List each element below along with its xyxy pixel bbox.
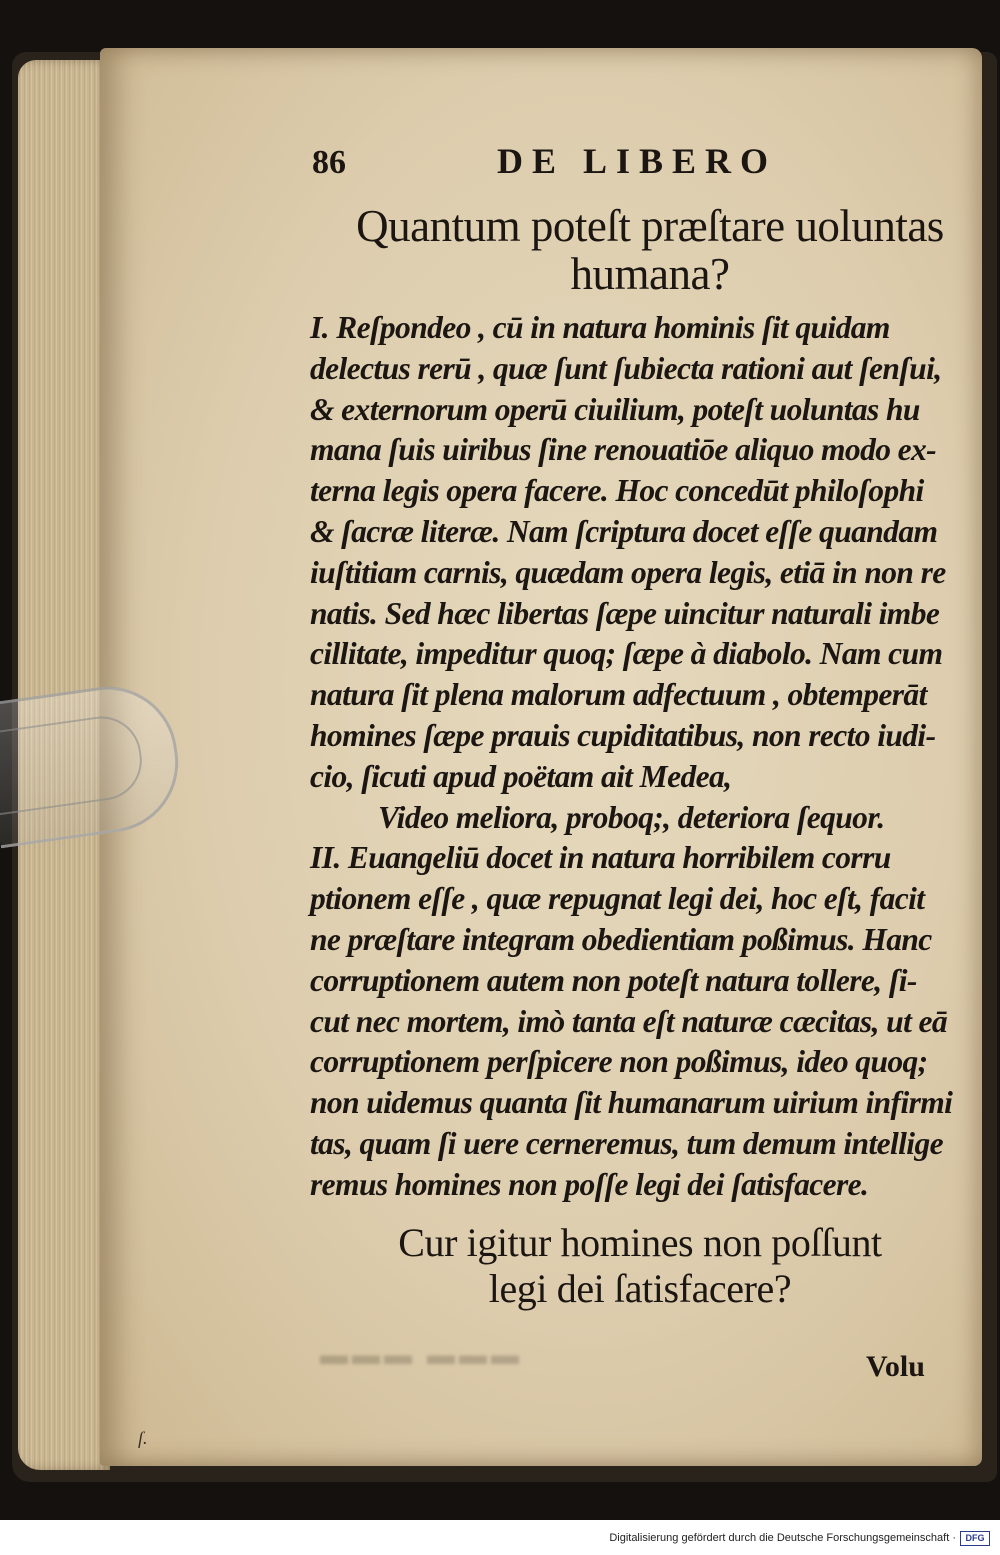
section-heading <box>310 202 970 298</box>
page-clip-inner <box>0 711 147 815</box>
section-heading-2 <box>310 1220 970 1312</box>
heading-line: Cur igitur homines non poſſunt <box>398 1219 882 1265</box>
dfg-logo-icon: DFG <box>960 1531 990 1546</box>
text-line: & externorum operū ciuilium, poteſt uoluntas hu <box>310 391 920 427</box>
text-line: tas, quam ſi uere cerneremus, tum demum intellige <box>310 1125 943 1161</box>
funding-credit: Digitalisierung gefördert durch die Deutsche Forschungsgemeinschaft · <box>609 1532 956 1544</box>
text-line: natura ſit plena malorum adfectuum , obtemperāt <box>310 677 927 713</box>
text-line: non uidemus quanta ſit humanarum uirium infirmi <box>310 1085 953 1121</box>
offset-smudge: ▬▬▬ ▬▬▬ <box>320 1340 523 1371</box>
text-line: corruptionem autem non poteſt natura tollere, ſi- <box>310 962 917 998</box>
text-line: cut nec mortem, imò tanta eſt naturæ cæcitas, ut eā <box>310 1003 948 1039</box>
text-line: homines ſæpe prauis cupiditatibus, non recto iudi- <box>310 717 936 753</box>
heading-line: Quantum poteſt præſtare uoluntas <box>356 201 944 251</box>
page-header <box>310 140 970 200</box>
running-head: DE LIBERO <box>497 141 778 181</box>
text-line: remus homines non poſſe legi dei ſatisfacere. <box>310 1166 869 1202</box>
text-line: cio, ſicuti apud poëtam ait Medea, <box>310 758 732 794</box>
folio-number: 86 <box>312 144 346 181</box>
signature-mark: ſ. <box>138 1428 148 1448</box>
verse-line: Video meliora, proboq;, deteriora ſequor. <box>378 799 885 835</box>
text-line: mana ſuis uiribus ſine renouatiōe aliquo modo ex- <box>310 432 937 468</box>
text-line: ptionem eſſe , quæ repugnat legi dei, hoc eſt, facit <box>310 881 925 917</box>
heading-line: legi dei ſatisfacere? <box>488 1265 792 1311</box>
text-line: ne præſtare integram obedientiam poßimus. Hanc <box>310 921 932 957</box>
text-line: terna legis opera facere. Hoc concedūt philoſophi <box>310 473 924 509</box>
text-line: cillitate, impeditur quoq; ſæpe à diabolo. Nam cum <box>310 636 943 672</box>
text-line: iuſtitiam carnis, quædam opera legis, etiā in non re <box>310 554 946 590</box>
heading-line: humana? <box>570 249 730 299</box>
page-text <box>310 140 970 1312</box>
text-line: I. Reſpondeo , cū in natura hominis ſit quidam <box>310 310 890 345</box>
catchword: Volu <box>866 1350 925 1383</box>
text-line: & ſacræ literæ. Nam ſcriptura docet eſſe quandam <box>310 513 938 549</box>
text-line: corruptionem perſpicere non poßimus, ideo quoq; <box>310 1044 928 1080</box>
text-line: natis. Sed hæc libertas ſæpe uincitur naturali imbe <box>310 595 940 631</box>
footer-bar <box>0 1520 1000 1555</box>
text-line: II. Euangeliū docet in natura horribilem corru <box>310 840 891 876</box>
body-text <box>310 308 970 1206</box>
text-line: delectus rerū , quæ ſunt ſubiecta rationi aut ſenſui, <box>310 350 942 386</box>
